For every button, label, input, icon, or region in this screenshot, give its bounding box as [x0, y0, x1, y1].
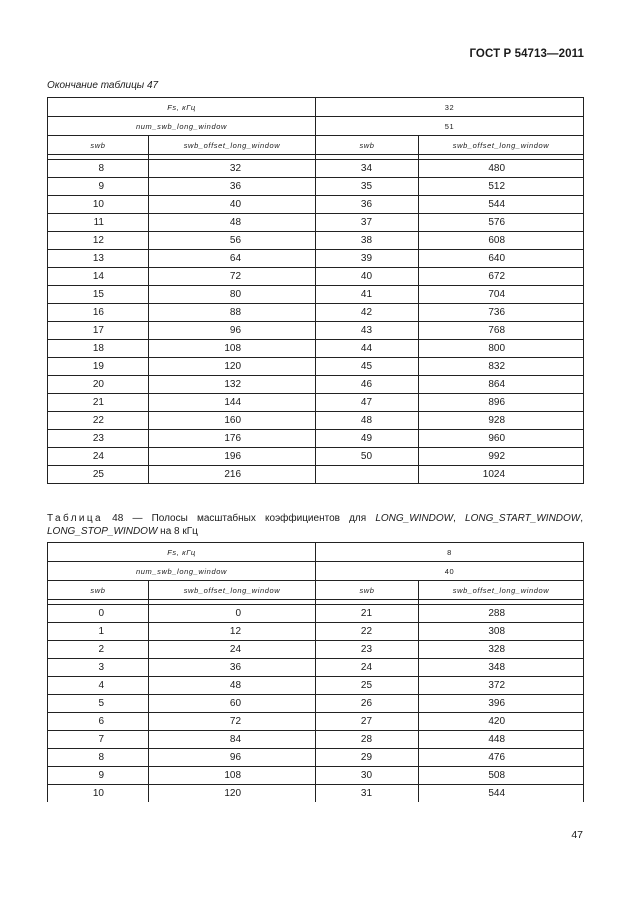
cell-swb: 37	[316, 214, 419, 232]
cell-swb: 6	[48, 713, 149, 731]
cell-offset: 832	[419, 358, 584, 376]
cell-swb: 39	[316, 250, 419, 268]
table-row	[48, 196, 584, 214]
cell-offset: 32	[149, 160, 316, 178]
cell-offset: 120	[149, 785, 316, 803]
cell-swb: 4	[48, 677, 149, 695]
table-row	[48, 623, 584, 641]
cell-swb: 21	[316, 605, 419, 623]
cell-offset: 476	[419, 749, 584, 767]
cell-offset: 308	[419, 623, 584, 641]
table-row	[48, 322, 584, 340]
cell-swb: 18	[48, 340, 149, 358]
cell-swb: 24	[48, 448, 149, 466]
table-row	[48, 767, 584, 785]
table-row	[48, 430, 584, 448]
cell-offset: 108	[149, 340, 316, 358]
table-row	[48, 731, 584, 749]
cell-swb: 9	[48, 178, 149, 196]
cell-offset: 512	[419, 178, 584, 196]
col-header-swb: swb	[316, 581, 419, 600]
cell-swb: 40	[316, 268, 419, 286]
cell-swb: 15	[48, 286, 149, 304]
cell-swb: 1	[48, 623, 149, 641]
cell-swb: 14	[48, 268, 149, 286]
cell-offset: 480	[419, 160, 584, 178]
table-row	[48, 286, 584, 304]
cell-swb: 10	[48, 785, 149, 803]
table-row	[48, 641, 584, 659]
cell-swb: 26	[316, 695, 419, 713]
cell-swb: 19	[48, 358, 149, 376]
table-row	[48, 394, 584, 412]
cell-swb: 41	[316, 286, 419, 304]
cell-swb: 9	[48, 767, 149, 785]
cell-offset: 132	[149, 376, 316, 394]
col-header-swb: swb	[316, 136, 419, 155]
cell-swb: 49	[316, 430, 419, 448]
cell-offset: 96	[149, 322, 316, 340]
cell-swb: 22	[316, 623, 419, 641]
cell-offset: 48	[149, 214, 316, 232]
col-header-swb: swb	[48, 581, 149, 600]
cell-offset: 420	[419, 713, 584, 731]
cell-offset: 120	[149, 358, 316, 376]
cell-offset: 768	[419, 322, 584, 340]
cell-offset: 288	[419, 605, 584, 623]
table-row	[48, 250, 584, 268]
cell-offset: 672	[419, 268, 584, 286]
cell-offset: 328	[419, 641, 584, 659]
cell-offset: 84	[149, 731, 316, 749]
table-row	[48, 785, 584, 803]
table-row	[48, 605, 584, 623]
cell-offset: 396	[419, 695, 584, 713]
cell-swb: 8	[48, 160, 149, 178]
cell-swb: 7	[48, 731, 149, 749]
cell-offset: 372	[419, 677, 584, 695]
cell-swb: 31	[316, 785, 419, 803]
num-swb-value: 40	[316, 562, 584, 581]
cell-swb: 36	[316, 196, 419, 214]
cell-swb: 46	[316, 376, 419, 394]
col-header-offset: swb_offset_long_window	[419, 581, 584, 600]
cell-swb: 16	[48, 304, 149, 322]
cell-offset: 108	[149, 767, 316, 785]
table-row	[48, 178, 584, 196]
col-header-swb: swb	[48, 136, 149, 155]
cell-swb: 45	[316, 358, 419, 376]
col-header-offset: swb_offset_long_window	[149, 136, 316, 155]
cell-offset: 160	[149, 412, 316, 430]
table-row	[48, 358, 584, 376]
cell-offset: 896	[419, 394, 584, 412]
cell-offset: 736	[419, 304, 584, 322]
cell-swb: 23	[48, 430, 149, 448]
cell-swb: 8	[48, 749, 149, 767]
cell-swb: 5	[48, 695, 149, 713]
fs-value: 8	[316, 543, 584, 562]
cell-swb: 27	[316, 713, 419, 731]
fs-value: 32	[316, 98, 584, 117]
num-swb-label: num_swb_long_window	[48, 117, 316, 136]
table-row	[48, 214, 584, 232]
cell-offset: 80	[149, 286, 316, 304]
cell-offset: 72	[149, 268, 316, 286]
cell-swb: 29	[316, 749, 419, 767]
cell-swb: 21	[48, 394, 149, 412]
cell-swb: 20	[48, 376, 149, 394]
table-47-continuation	[47, 97, 584, 484]
cell-offset: 1024	[419, 466, 584, 484]
cell-offset: 992	[419, 448, 584, 466]
table-row	[48, 677, 584, 695]
cell-offset: 72	[149, 713, 316, 731]
cell-swb: 42	[316, 304, 419, 322]
table-row	[48, 412, 584, 430]
table-row	[48, 713, 584, 731]
cell-offset: 196	[149, 448, 316, 466]
cell-offset: 56	[149, 232, 316, 250]
cell-swb: 48	[316, 412, 419, 430]
table-row	[48, 268, 584, 286]
page-number: 47	[571, 829, 583, 841]
cell-swb: 43	[316, 322, 419, 340]
col-header-offset: swb_offset_long_window	[149, 581, 316, 600]
table-row	[48, 749, 584, 767]
cell-offset: 704	[419, 286, 584, 304]
table-48-caption: Таблица 48 — Полосы масштабных коэффициентов для LONG_WINDOW, LONG_START_WINDOW, LONG_STOP_WINDOW на 8 кГц	[47, 513, 584, 537]
fs-label: Fs, кГц	[48, 98, 316, 117]
cell-swb: 11	[48, 214, 149, 232]
cell-offset: 96	[149, 749, 316, 767]
cell-swb: 30	[316, 767, 419, 785]
cell-offset: 864	[419, 376, 584, 394]
cell-swb: 2	[48, 641, 149, 659]
cell-offset: 144	[149, 394, 316, 412]
fs-label: Fs, кГц	[48, 543, 316, 562]
cell-offset: 64	[149, 250, 316, 268]
cell-swb: 50	[316, 448, 419, 466]
cell-offset: 40	[149, 196, 316, 214]
cell-offset: 508	[419, 767, 584, 785]
table-row	[48, 376, 584, 394]
cell-offset: 36	[149, 178, 316, 196]
cell-swb: 34	[316, 160, 419, 178]
standard-code: ГОСТ Р 54713—2011	[469, 48, 584, 60]
cell-swb: 44	[316, 340, 419, 358]
table-row	[48, 695, 584, 713]
cell-offset: 12	[149, 623, 316, 641]
cell-offset: 608	[419, 232, 584, 250]
cell-swb: 10	[48, 196, 149, 214]
cell-offset: 576	[419, 214, 584, 232]
table-row	[48, 304, 584, 322]
cell-swb: 12	[48, 232, 149, 250]
table-row	[48, 232, 584, 250]
table-48	[47, 542, 584, 802]
num-swb-value: 51	[316, 117, 584, 136]
cell-offset: 88	[149, 304, 316, 322]
cell-offset: 0	[149, 605, 316, 623]
cell-offset: 348	[419, 659, 584, 677]
cell-offset: 928	[419, 412, 584, 430]
col-header-offset: swb_offset_long_window	[419, 136, 584, 155]
cell-swb: 17	[48, 322, 149, 340]
table-47-caption: Окончание таблицы 47	[47, 80, 159, 91]
table-row	[48, 659, 584, 677]
cell-swb: 0	[48, 605, 149, 623]
table-row	[48, 448, 584, 466]
table-row	[48, 160, 584, 178]
cell-offset: 544	[419, 785, 584, 803]
table-row	[48, 466, 584, 484]
cell-swb: 38	[316, 232, 419, 250]
cell-offset: 24	[149, 641, 316, 659]
cell-offset: 960	[419, 430, 584, 448]
table-row	[48, 340, 584, 358]
cell-swb: 3	[48, 659, 149, 677]
cell-offset: 640	[419, 250, 584, 268]
cell-offset: 48	[149, 677, 316, 695]
cell-swb: 25	[316, 677, 419, 695]
cell-offset: 60	[149, 695, 316, 713]
cell-swb	[316, 466, 419, 484]
cell-swb: 24	[316, 659, 419, 677]
cell-offset: 544	[419, 196, 584, 214]
cell-offset: 176	[149, 430, 316, 448]
cell-swb: 22	[48, 412, 149, 430]
cell-swb: 35	[316, 178, 419, 196]
cell-offset: 216	[149, 466, 316, 484]
cell-swb: 23	[316, 641, 419, 659]
cell-swb: 47	[316, 394, 419, 412]
cell-offset: 36	[149, 659, 316, 677]
cell-swb: 28	[316, 731, 419, 749]
cell-offset: 800	[419, 340, 584, 358]
num-swb-label: num_swb_long_window	[48, 562, 316, 581]
cell-swb: 13	[48, 250, 149, 268]
cell-swb: 25	[48, 466, 149, 484]
cell-offset: 448	[419, 731, 584, 749]
